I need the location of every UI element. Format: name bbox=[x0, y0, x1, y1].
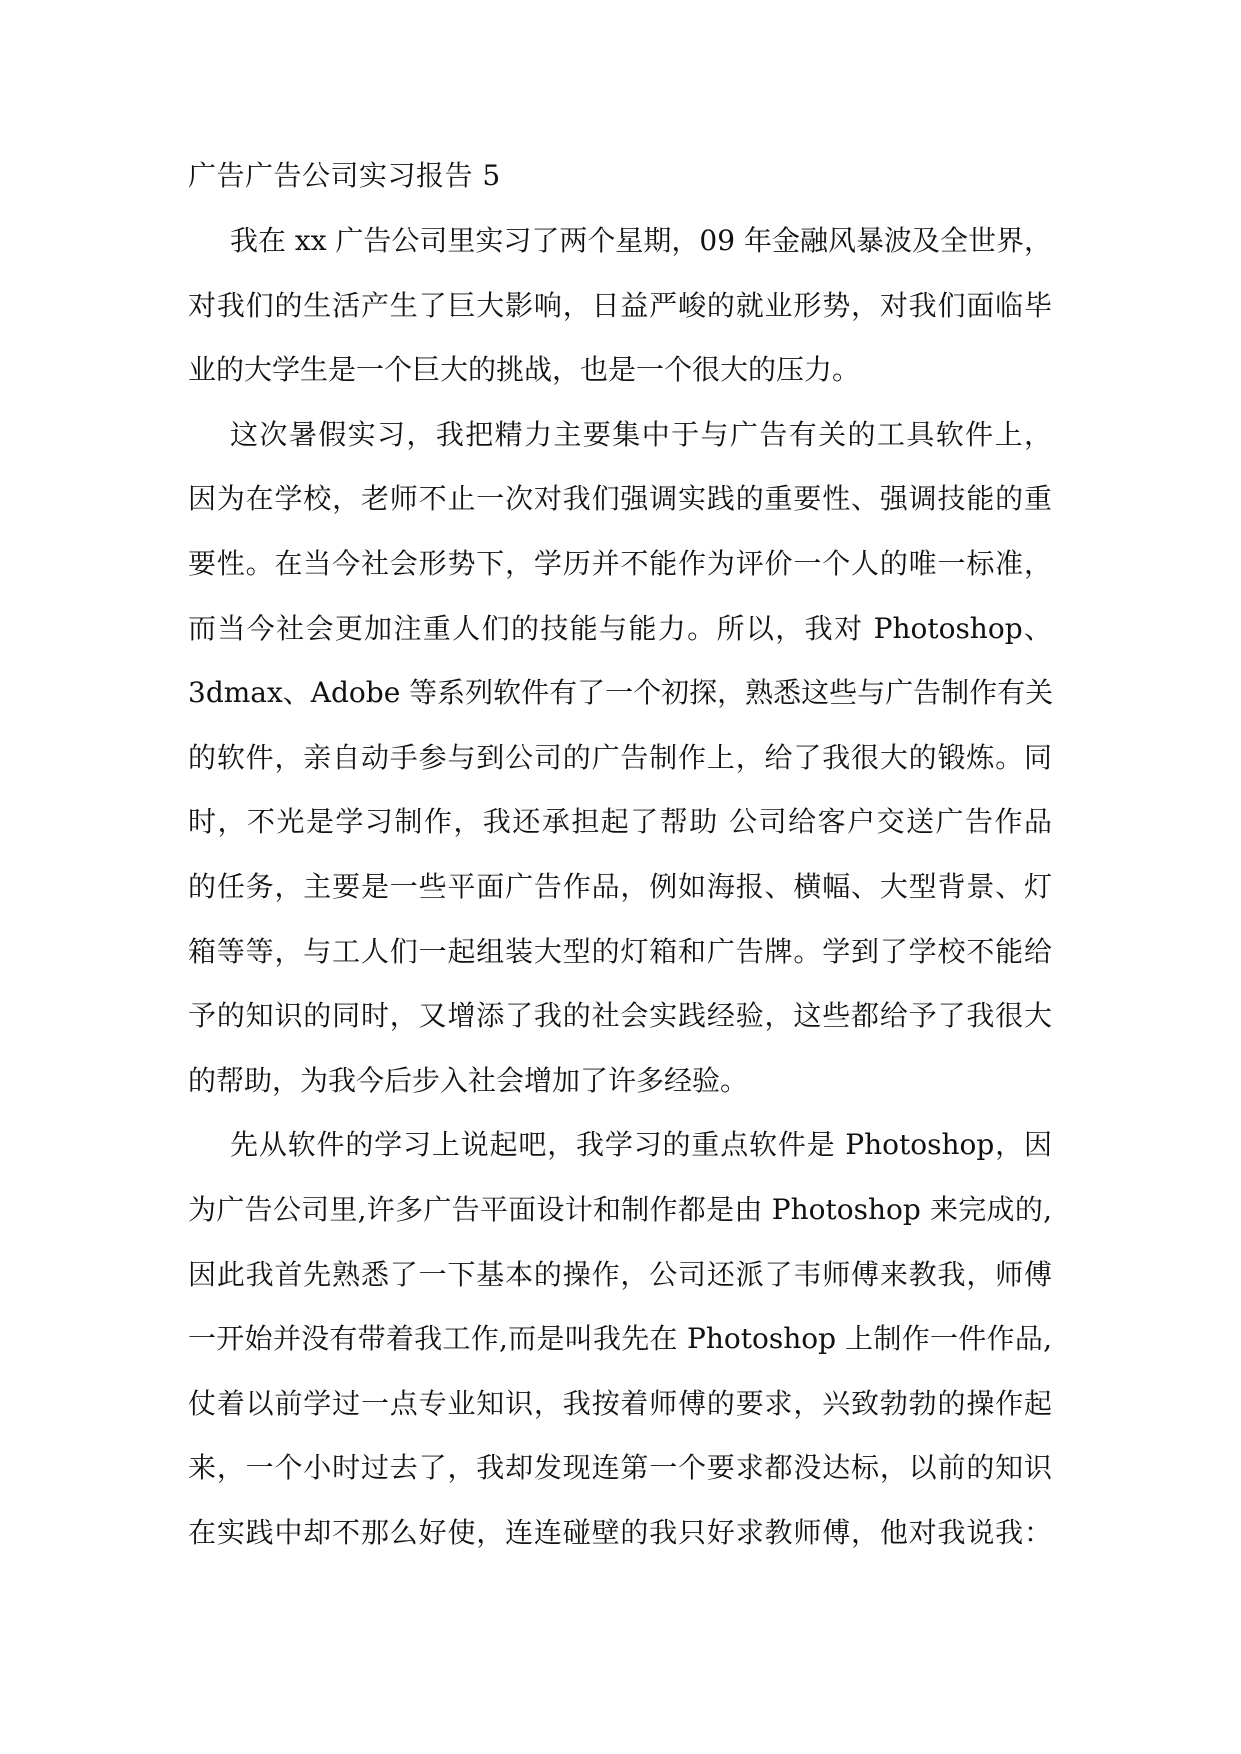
paragraph-line: 先从软件的学习上说起吧，我学习的重点软件是 Photoshop，因 bbox=[230, 1128, 1052, 1162]
paragraph-line: 予的知识的同时，又增添了我的社会实践经验，这些都给予了我很大 bbox=[188, 999, 1052, 1033]
paragraph-line: 因此我首先熟悉了一下基本的操作，公司还派了韦师傅来教我，师傅 bbox=[188, 1257, 1052, 1291]
document-body bbox=[188, 160, 1052, 1565]
paragraph-line: 时，不光是学习制作，我还承担起了帮助 公司给客户交送广告作品 bbox=[188, 805, 1052, 839]
paragraph-line: 的任务，主要是一些平面广告作品，例如海报、横幅、大型背景、灯 bbox=[188, 869, 1052, 903]
paragraph-line: 一开始并没有带着我工作,而是叫我先在 Photoshop 上制作一件作品, bbox=[188, 1322, 1052, 1356]
paragraph-line: 为广告公司里,许多广告平面设计和制作都是由 Photoshop 来完成的, bbox=[188, 1192, 1052, 1226]
paragraph-line: 我在 xx 广告公司里实习了两个星期，09 年金融风暴波及全世界， bbox=[230, 224, 1052, 257]
paragraph-line: 要性。在当今社会形势下，学历并不能作为评价一个人的唯一标准， bbox=[188, 546, 1052, 580]
paragraph-1 bbox=[188, 209, 1052, 403]
paragraph-line: 这次暑假实习，我把精力主要集中于与广告有关的工具软件上， bbox=[230, 417, 1052, 451]
paragraph-line: 3dmax、Adobe 等系列软件有了一个初探，熟悉这些与广告制作有关 bbox=[188, 676, 1054, 710]
paragraph-line: 对我们的生活产生了巨大影响，日益严峻的就业形势，对我们面临毕 bbox=[188, 288, 1052, 322]
paragraph-line: 的软件，亲自动手参与到公司的广告制作上，给了我很大的锻炼。同 bbox=[188, 740, 1052, 774]
paragraph-line: 来，一个小时过去了，我却发现连第一个要求都没达标，以前的知识 bbox=[188, 1451, 1052, 1485]
paragraph-2 bbox=[188, 403, 1052, 1114]
paragraph-line: 的帮助，为我今后步入社会增加了许多经验。 bbox=[188, 1063, 749, 1097]
paragraph-line: 箱等等，与工人们一起组装大型的灯箱和广告牌。学到了学校不能给 bbox=[188, 934, 1052, 968]
paragraph-line: 仗着以前学过一点专业知识，我按着师傅的要求，兴致勃勃的操作起 bbox=[188, 1386, 1052, 1420]
paragraph-line: 因为在学校，老师不止一次对我们强调实践的重要性、强调技能的重 bbox=[188, 482, 1052, 516]
paragraph-3 bbox=[188, 1113, 1052, 1565]
paragraph-line: 业的大学生是一个巨大的挑战，也是一个很大的压力。 bbox=[188, 353, 861, 387]
document-title: 广告广告公司实习报告 5 bbox=[188, 159, 501, 192]
paragraph-line: 在实践中却不那么好使，连连碰壁的我只好求教师傅，他对我说我： bbox=[188, 1515, 1052, 1549]
paragraph-line: 而当今社会更加注重人们的技能与能力。所以，我对 Photoshop、 bbox=[188, 611, 1052, 645]
